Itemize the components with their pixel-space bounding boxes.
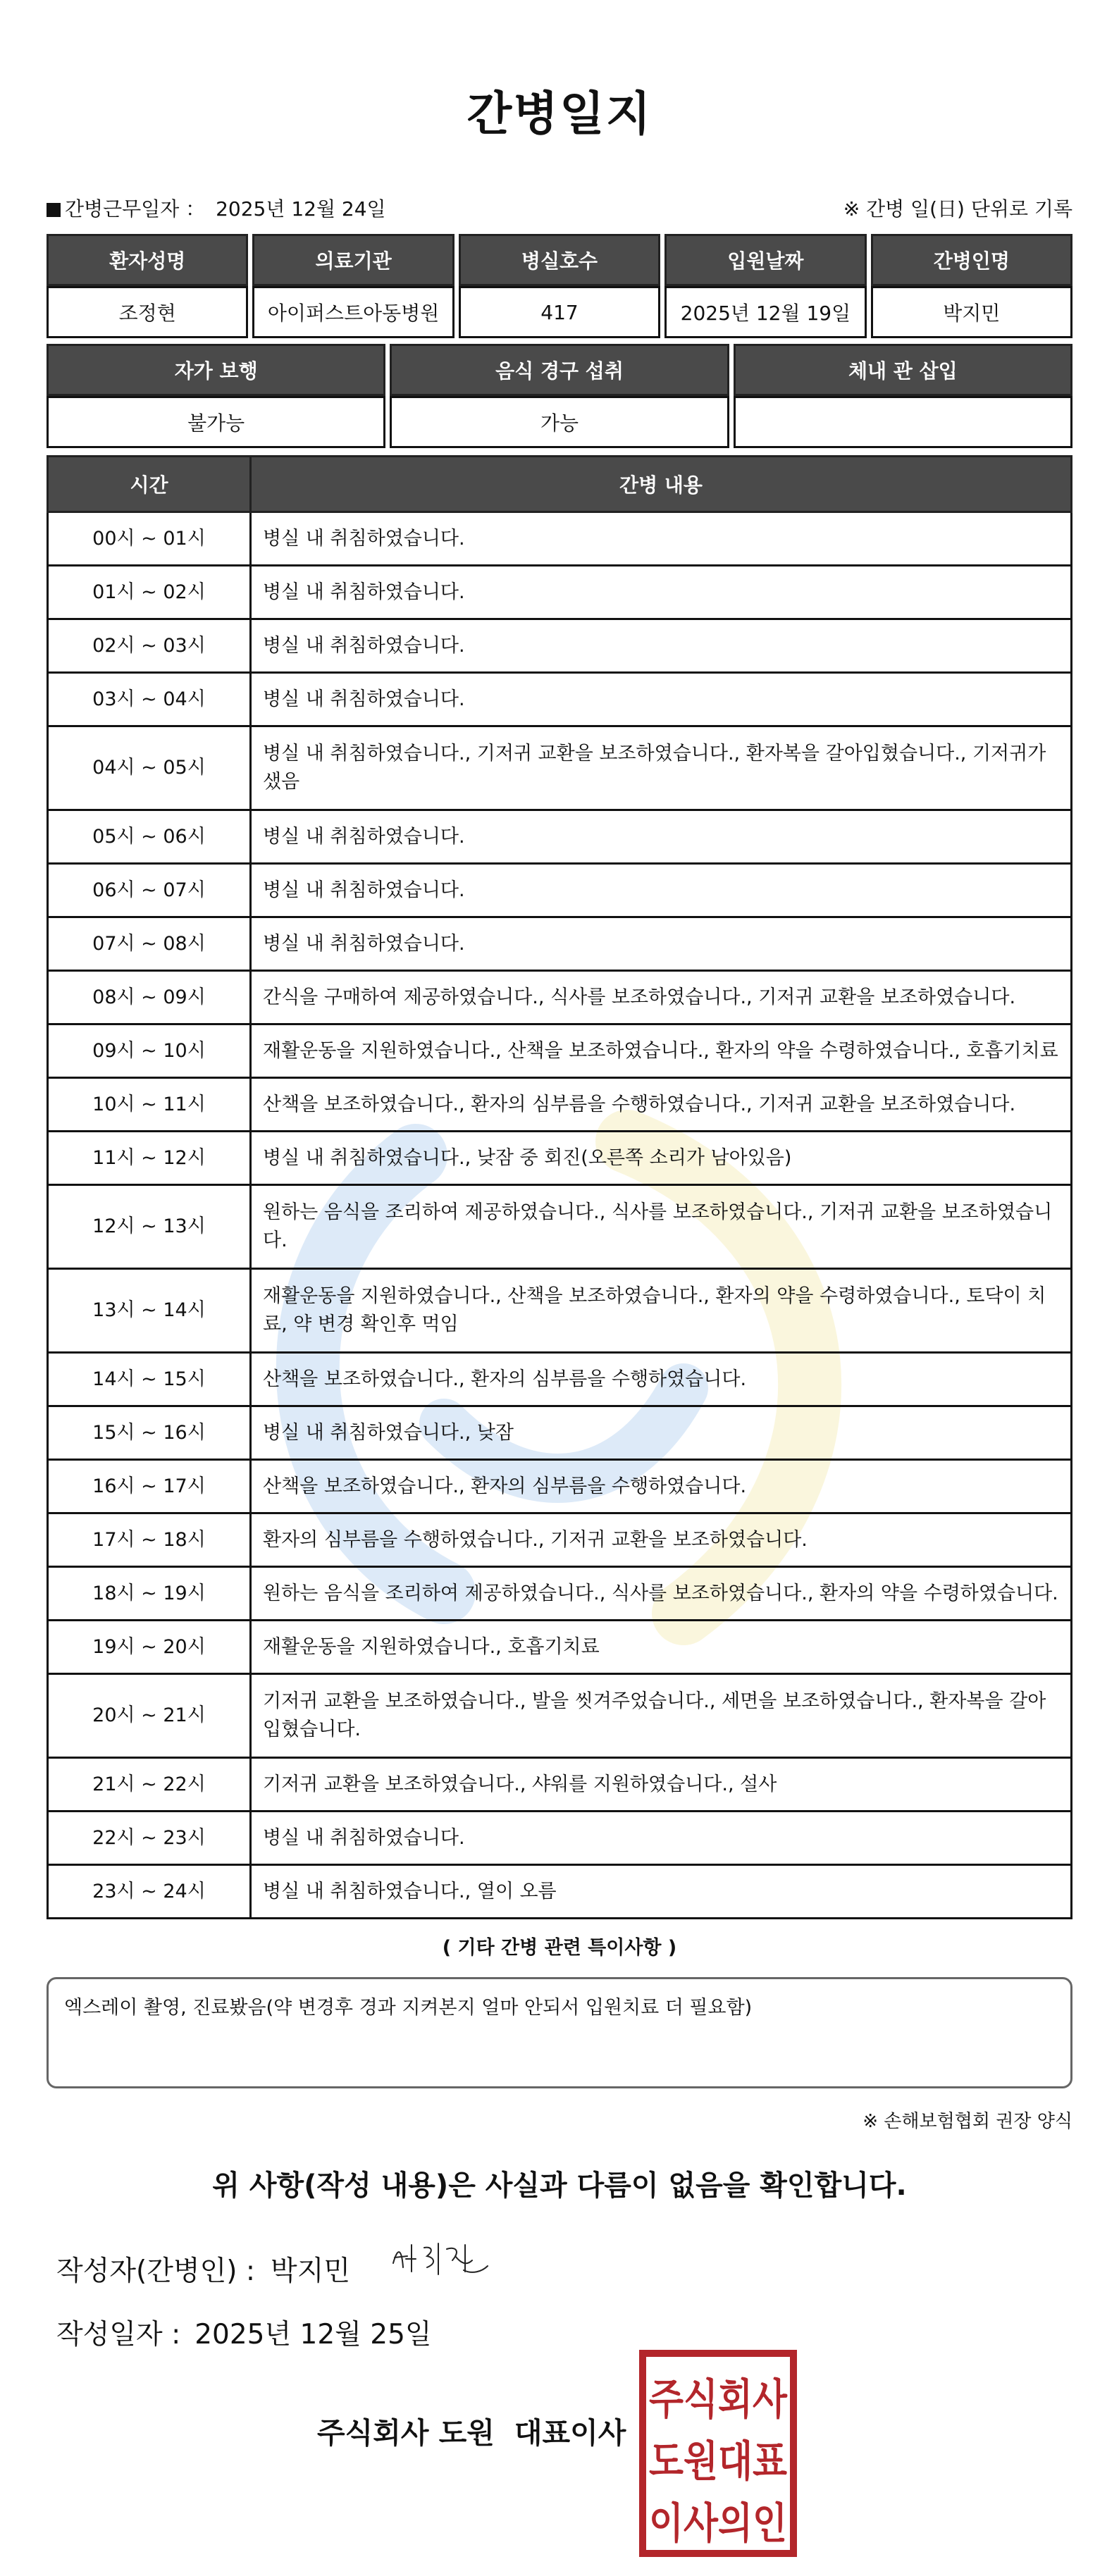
table-row [48, 864, 1072, 917]
row-content: 병실 내 취침하였습니다. [251, 512, 1072, 566]
row-content: 간식을 구매하여 제공하였습니다., 식사를 보조하였습니다., 기저귀 교환을 보조하였습니다. [251, 971, 1072, 1024]
row-content: 병실 내 취침하였습니다. [251, 1812, 1072, 1865]
table-row [48, 971, 1072, 1024]
handwritten-signature [388, 2235, 493, 2284]
header-oral-intake: 음식 경구 섭취 [390, 344, 729, 396]
row-time: 09시 ~ 10시 [48, 1024, 251, 1078]
write-date-label: 작성일자 : [56, 2319, 181, 2351]
work-date-label: 간병근무일자 ： [65, 197, 206, 221]
oral-intake: 가능 [390, 396, 729, 448]
notes-title: ( 기타 간병 관련 특이사항 ) [442, 1937, 677, 1959]
table-row [48, 512, 1072, 566]
confirmation-statement: 위 사항(작성 내용)은 사실과 다름이 없음을 확인합니다. [212, 2169, 907, 2202]
row-content: 병실 내 취침하였습니다. [251, 566, 1072, 619]
row-content: 병실 내 취침하였습니다. [251, 619, 1072, 673]
table-row [48, 1513, 1072, 1567]
row-content: 병실 내 취침하였습니다. [251, 810, 1072, 864]
company-rep: 대표이사 [514, 2416, 626, 2450]
company-line [317, 2410, 626, 2451]
row-time: 10시 ~ 11시 [48, 1078, 251, 1132]
row-time: 13시 ~ 14시 [48, 1269, 251, 1353]
table-row [48, 1812, 1072, 1865]
table-row [48, 566, 1072, 619]
header-admission-date: 입원날짜 [664, 234, 866, 286]
row-time: 17시 ~ 18시 [48, 1513, 251, 1567]
write-date-value: 2025년 12월 25일 [194, 2319, 432, 2351]
row-content: 산책을 보조하였습니다., 환자의 심부름을 수행하였습니다. [251, 1353, 1072, 1406]
header-time: 시간 [48, 457, 251, 512]
row-time: 08시 ~ 09시 [48, 971, 251, 1024]
row-content: 원하는 음식을 조리하여 제공하였습니다., 식사를 보조하였습니다., 환자의 약을 수령하였습니다. [251, 1567, 1072, 1621]
table-row [48, 619, 1072, 673]
admission-date: 2025년 12월 19일 [664, 286, 866, 338]
unit-note: ※ 간병 일(日) 단위로 기록 [843, 197, 1072, 221]
seal-line-2: 도원대표 [649, 2437, 788, 2487]
work-date [47, 194, 390, 222]
page-title: 간병일지 [466, 87, 653, 141]
row-time: 16시 ~ 17시 [48, 1460, 251, 1513]
company-seal-stamp [638, 2349, 798, 2558]
tube-insertion [734, 396, 1072, 448]
row-time: 00시 ~ 01시 [48, 512, 251, 566]
write-date-line [56, 2312, 432, 2352]
row-time: 03시 ~ 04시 [48, 673, 251, 726]
table-row [48, 1024, 1072, 1078]
table-row [48, 917, 1072, 971]
notes-box: 엑스레이 촬영, 진료봤음(약 변경후 경과 지켜본지 얼마 안되서 입원치료 더 필요함) [47, 1977, 1072, 2088]
row-content: 병실 내 취침하였습니다. [251, 864, 1072, 917]
header-patient-name: 환자성명 [47, 234, 248, 286]
writer-line [56, 2249, 350, 2289]
row-time: 20시 ~ 21시 [48, 1674, 251, 1758]
row-content: 산책을 보조하였습니다., 환자의 심부름을 수행하였습니다. [251, 1460, 1072, 1513]
row-time: 12시 ~ 13시 [48, 1185, 251, 1269]
row-time: 04시 ~ 05시 [48, 726, 251, 810]
recommend-note: ※ 손해보험협회 권장 양식 [863, 2111, 1072, 2132]
caregiver-name: 박지민 [871, 286, 1072, 338]
header-care-content: 간병 내용 [251, 457, 1072, 512]
row-content: 병실 내 취침하였습니다. [251, 917, 1072, 971]
row-content: 병실 내 취침하였습니다., 열이 오름 [251, 1865, 1072, 1919]
row-time: 01시 ~ 02시 [48, 566, 251, 619]
table-row [48, 1353, 1072, 1406]
header-self-walking: 자가 보행 [47, 344, 385, 396]
row-content: 병실 내 취침하였습니다., 낮잠 [251, 1406, 1072, 1460]
table-row [48, 726, 1072, 810]
row-time: 05시 ~ 06시 [48, 810, 251, 864]
row-content: 재활운동을 지원하였습니다., 호흡기치료 [251, 1621, 1072, 1674]
row-content: 병실 내 취침하였습니다., 낮잠 중 회진(오른쪽 소리가 남아있음) [251, 1132, 1072, 1185]
row-time: 22시 ~ 23시 [48, 1812, 251, 1865]
table-row [48, 673, 1072, 726]
row-content: 원하는 음식을 조리하여 제공하였습니다., 식사를 보조하였습니다., 기저귀 교환을 보조하였습니다. [251, 1185, 1072, 1269]
care-status-table [47, 344, 1072, 448]
table-row [48, 1460, 1072, 1513]
table-row [48, 1567, 1072, 1621]
row-content: 산책을 보조하였습니다., 환자의 심부름을 수행하였습니다., 기저귀 교환을 보조하였습니다. [251, 1078, 1072, 1132]
table-row [48, 810, 1072, 864]
header-tube-insertion: 체내 관 삽입 [734, 344, 1072, 396]
table-row [48, 1269, 1072, 1353]
table-row [48, 1406, 1072, 1460]
square-bullet-icon [47, 203, 61, 217]
seal-line-3: 이사의인 [649, 2499, 787, 2549]
patient-info-table [47, 234, 1072, 338]
writer-name: 박지민 [271, 2255, 351, 2287]
work-date-value: 2025년 12월 24일 [216, 197, 386, 221]
table-row [48, 1758, 1072, 1812]
work-date-row [47, 190, 1072, 225]
row-time: 15시 ~ 16시 [48, 1406, 251, 1460]
row-content: 병실 내 취침하였습니다. [251, 673, 1072, 726]
row-content: 재활운동을 지원하였습니다., 산책을 보조하였습니다., 환자의 약을 수령하였습니다., 호흡기치료 [251, 1024, 1072, 1078]
row-time: 18시 ~ 19시 [48, 1567, 251, 1621]
row-content: 환자의 심부름을 수행하였습니다., 기저귀 교환을 보조하였습니다. [251, 1513, 1072, 1567]
patient-name: 조정현 [47, 286, 248, 338]
row-time: 19시 ~ 20시 [48, 1621, 251, 1674]
self-walking: 불가능 [47, 396, 385, 448]
row-content: 병실 내 취침하였습니다., 기저귀 교환을 보조하였습니다., 환자복을 갈아입혔습니다., 기저귀가 샜음 [251, 726, 1072, 810]
header-room: 병실호수 [459, 234, 660, 286]
table-row [48, 1674, 1072, 1758]
header-caregiver: 간병인명 [871, 234, 1072, 286]
row-content: 재활운동을 지원하였습니다., 산책을 보조하였습니다., 환자의 약을 수령하였습니다., 토닥이 치료, 약 변경 확인후 먹임 [251, 1269, 1072, 1353]
row-time: 11시 ~ 12시 [48, 1132, 251, 1185]
table-row [48, 1132, 1072, 1185]
hospital: 아이퍼스트아동병원 [252, 286, 454, 338]
care-log-table [47, 455, 1072, 1919]
table-row [48, 1865, 1072, 1919]
row-time: 23시 ~ 24시 [48, 1865, 251, 1919]
company-name: 주식회사 도원 [317, 2416, 495, 2450]
writer-label: 작성자(간병인) : [56, 2255, 256, 2287]
seal-line-1: 주식회사 [649, 2375, 788, 2425]
room-number: 417 [459, 286, 660, 338]
row-content: 기저귀 교환을 보조하였습니다., 발을 씻겨주었습니다., 세면을 보조하였습니다., 환자복을 갈아입혔습니다. [251, 1674, 1072, 1758]
row-time: 21시 ~ 22시 [48, 1758, 251, 1812]
table-row [48, 1621, 1072, 1674]
row-content: 기저귀 교환을 보조하였습니다., 샤워를 지원하였습니다., 설사 [251, 1758, 1072, 1812]
header-hospital: 의료기관 [252, 234, 454, 286]
row-time: 06시 ~ 07시 [48, 864, 251, 917]
row-time: 02시 ~ 03시 [48, 619, 251, 673]
table-row [48, 1185, 1072, 1269]
care-log-body [48, 512, 1072, 1919]
row-time: 14시 ~ 15시 [48, 1353, 251, 1406]
row-time: 07시 ~ 08시 [48, 917, 251, 971]
table-row [48, 1078, 1072, 1132]
